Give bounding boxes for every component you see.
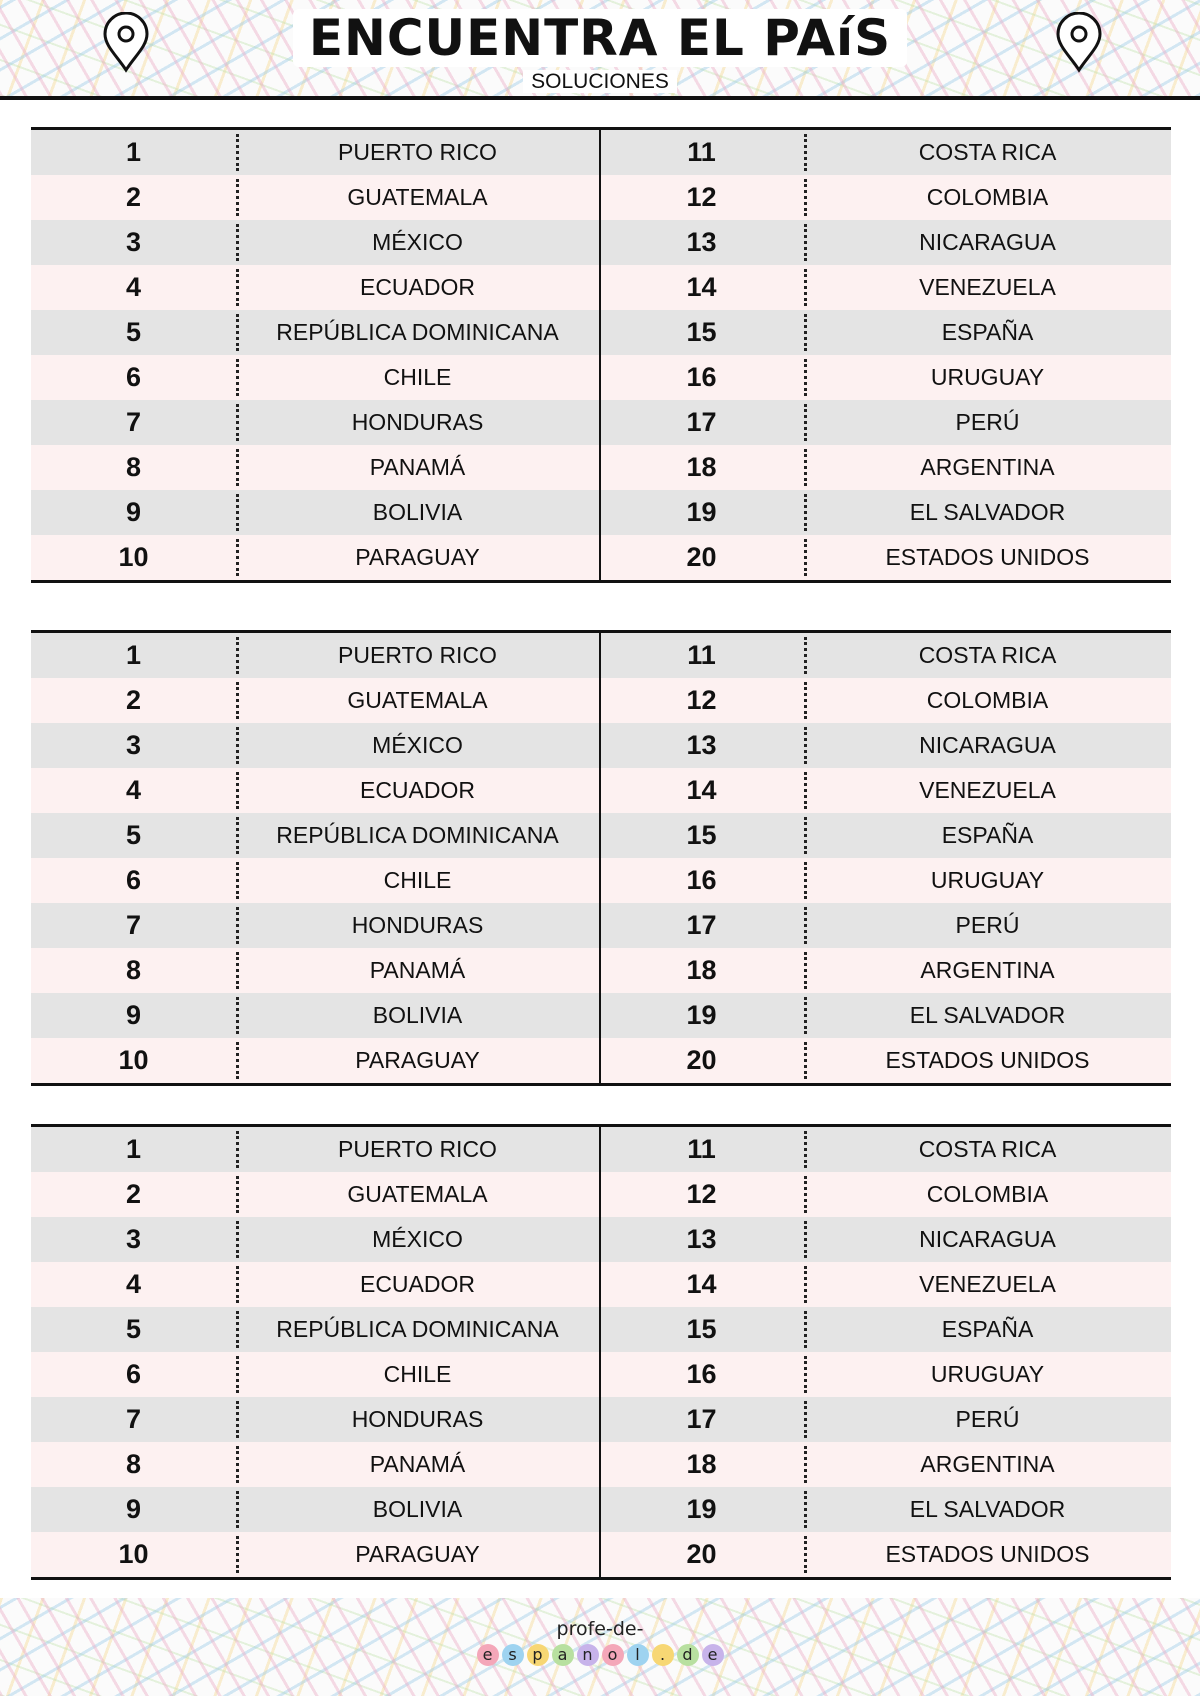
row-number: 16 xyxy=(686,362,717,392)
table-row xyxy=(31,768,1171,813)
row-number: 14 xyxy=(686,272,717,302)
brand-letter: e xyxy=(477,1644,499,1666)
table-row xyxy=(31,1262,1171,1307)
table-row xyxy=(31,220,1171,265)
solutions-table-2 xyxy=(31,630,1171,1086)
country-name: ESTADOS UNIDOS xyxy=(804,535,1171,580)
table-row xyxy=(31,265,1171,310)
country-name: BOLIVIA xyxy=(236,490,599,535)
row-number: 12 xyxy=(686,685,717,715)
brand-letter: d xyxy=(677,1644,699,1666)
brand-logo xyxy=(0,1618,1200,1666)
country-name: ESPAÑA xyxy=(804,1307,1171,1352)
row-number: 12 xyxy=(686,1179,717,1209)
country-name: COSTA RICA xyxy=(804,1127,1171,1172)
table-row xyxy=(31,445,1171,490)
country-name: ARGENTINA xyxy=(804,1442,1171,1487)
country-name: VENEZUELA xyxy=(804,1262,1171,1307)
table-row xyxy=(31,130,1171,175)
row-number: 20 xyxy=(686,1045,717,1075)
brand-letter: . xyxy=(652,1644,674,1666)
country-name: NICARAGUA xyxy=(804,1217,1171,1262)
table-row xyxy=(31,1307,1171,1352)
row-number: 17 xyxy=(686,1404,717,1434)
row-number: 17 xyxy=(686,407,717,437)
country-name: REPÚBLICA DOMINICANA xyxy=(236,813,599,858)
country-name: URUGUAY xyxy=(804,355,1171,400)
row-number: 11 xyxy=(687,137,716,167)
country-name: NICARAGUA xyxy=(804,220,1171,265)
row-number: 4 xyxy=(125,272,142,302)
country-name: GUATEMALA xyxy=(236,678,599,723)
row-number: 13 xyxy=(686,1224,717,1254)
table-row xyxy=(31,355,1171,400)
country-name: COLOMBIA xyxy=(804,678,1171,723)
row-number: 5 xyxy=(125,820,142,850)
table-row xyxy=(31,1127,1171,1172)
map-pin-icon xyxy=(99,12,153,74)
row-number: 20 xyxy=(686,542,717,572)
row-number: 15 xyxy=(686,317,717,347)
column-divider xyxy=(599,633,601,1083)
country-name: COLOMBIA xyxy=(804,175,1171,220)
row-number: 5 xyxy=(125,1314,142,1344)
solutions-table-3 xyxy=(31,1124,1171,1580)
country-name: PUERTO RICO xyxy=(236,1127,599,1172)
row-number: 12 xyxy=(686,182,717,212)
column-divider xyxy=(599,130,601,580)
table-row xyxy=(31,633,1171,678)
row-number: 19 xyxy=(686,1000,717,1030)
country-name: ECUADOR xyxy=(236,1262,599,1307)
country-name: GUATEMALA xyxy=(236,1172,599,1217)
row-number: 1 xyxy=(125,1134,142,1164)
table-row xyxy=(31,175,1171,220)
row-number: 6 xyxy=(125,865,142,895)
country-name: URUGUAY xyxy=(804,858,1171,903)
table-row xyxy=(31,310,1171,355)
row-number: 11 xyxy=(687,640,716,670)
row-number: 3 xyxy=(125,227,142,257)
country-name: HONDURAS xyxy=(236,903,599,948)
table-row xyxy=(31,903,1171,948)
country-name: ESPAÑA xyxy=(804,310,1171,355)
row-number: 8 xyxy=(125,1449,142,1479)
country-name: PANAMÁ xyxy=(236,948,599,993)
row-number: 5 xyxy=(125,317,142,347)
country-name: COSTA RICA xyxy=(804,633,1171,678)
row-number: 11 xyxy=(687,1134,716,1164)
header-banner xyxy=(0,0,1200,100)
country-name: HONDURAS xyxy=(236,400,599,445)
country-name: ESTADOS UNIDOS xyxy=(804,1038,1171,1083)
row-number: 7 xyxy=(125,407,142,437)
table-row xyxy=(31,948,1171,993)
map-pin-icon xyxy=(1052,12,1106,74)
row-number: 17 xyxy=(686,910,717,940)
row-number: 8 xyxy=(125,955,142,985)
country-name: EL SALVADOR xyxy=(804,993,1171,1038)
table-row xyxy=(31,723,1171,768)
row-number: 13 xyxy=(686,730,717,760)
country-name: REPÚBLICA DOMINICANA xyxy=(236,1307,599,1352)
row-number: 10 xyxy=(118,1045,149,1075)
table-row xyxy=(31,1172,1171,1217)
row-number: 2 xyxy=(125,182,142,212)
table-row xyxy=(31,1397,1171,1442)
row-number: 1 xyxy=(125,137,142,167)
country-name: REPÚBLICA DOMINICANA xyxy=(236,310,599,355)
row-number: 18 xyxy=(686,955,717,985)
brand-line2 xyxy=(477,1644,724,1666)
row-number: 10 xyxy=(118,1539,149,1569)
table-row xyxy=(31,1487,1171,1532)
brand-line1: profe-de- xyxy=(556,1618,644,1640)
brand-letter: n xyxy=(577,1644,599,1666)
country-name: GUATEMALA xyxy=(236,175,599,220)
row-number: 7 xyxy=(125,1404,142,1434)
row-number: 19 xyxy=(686,497,717,527)
brand-letter: l xyxy=(627,1644,649,1666)
brand-letter: a xyxy=(552,1644,574,1666)
table-row xyxy=(31,678,1171,723)
row-number: 9 xyxy=(125,497,142,527)
table-row xyxy=(31,858,1171,903)
table-row xyxy=(31,1442,1171,1487)
row-number: 2 xyxy=(125,685,142,715)
column-divider xyxy=(599,1127,601,1577)
table-row xyxy=(31,535,1171,580)
row-number: 13 xyxy=(686,227,717,257)
row-number: 16 xyxy=(686,1359,717,1389)
country-name: NICARAGUA xyxy=(804,723,1171,768)
brand-letter: s xyxy=(502,1644,524,1666)
country-name: PARAGUAY xyxy=(236,1038,599,1083)
row-number: 20 xyxy=(686,1539,717,1569)
row-number: 6 xyxy=(125,362,142,392)
table-row xyxy=(31,400,1171,445)
country-name: BOLIVIA xyxy=(236,993,599,1038)
country-name: PERÚ xyxy=(804,1397,1171,1442)
row-number: 4 xyxy=(125,775,142,805)
country-name: CHILE xyxy=(236,355,599,400)
row-number: 7 xyxy=(125,910,142,940)
table-row xyxy=(31,1532,1171,1577)
row-number: 8 xyxy=(125,452,142,482)
row-number: 9 xyxy=(125,1494,142,1524)
page-title: ENCUENTRA EL PAíS xyxy=(0,8,1200,68)
row-number: 2 xyxy=(125,1179,142,1209)
country-name: ECUADOR xyxy=(236,768,599,813)
row-number: 18 xyxy=(686,1449,717,1479)
row-number: 18 xyxy=(686,452,717,482)
row-number: 14 xyxy=(686,1269,717,1299)
country-name: PERÚ xyxy=(804,400,1171,445)
country-name: PANAMÁ xyxy=(236,445,599,490)
country-name: ESTADOS UNIDOS xyxy=(804,1532,1171,1577)
country-name: PUERTO RICO xyxy=(236,130,599,175)
country-name: VENEZUELA xyxy=(804,265,1171,310)
table-row xyxy=(31,1217,1171,1262)
country-name: EL SALVADOR xyxy=(804,1487,1171,1532)
country-name: PERÚ xyxy=(804,903,1171,948)
table-row xyxy=(31,1352,1171,1397)
country-name: CHILE xyxy=(236,858,599,903)
country-name: VENEZUELA xyxy=(804,768,1171,813)
country-name: PARAGUAY xyxy=(236,535,599,580)
row-number: 14 xyxy=(686,775,717,805)
country-name: PUERTO RICO xyxy=(236,633,599,678)
country-name: EL SALVADOR xyxy=(804,490,1171,535)
country-name: ESPAÑA xyxy=(804,813,1171,858)
row-number: 6 xyxy=(125,1359,142,1389)
row-number: 19 xyxy=(686,1494,717,1524)
brand-letter: e xyxy=(702,1644,724,1666)
row-number: 4 xyxy=(125,1269,142,1299)
country-name: URUGUAY xyxy=(804,1352,1171,1397)
country-name: MÉXICO xyxy=(236,220,599,265)
country-name: ARGENTINA xyxy=(804,445,1171,490)
page-subtitle: SOLUCIONES xyxy=(0,70,1200,94)
table-row xyxy=(31,993,1171,1038)
row-number: 10 xyxy=(118,542,149,572)
country-name: PARAGUAY xyxy=(236,1532,599,1577)
country-name: MÉXICO xyxy=(236,723,599,768)
table-row xyxy=(31,1038,1171,1083)
country-name: HONDURAS xyxy=(236,1397,599,1442)
table-row xyxy=(31,813,1171,858)
country-name: COLOMBIA xyxy=(804,1172,1171,1217)
country-name: BOLIVIA xyxy=(236,1487,599,1532)
row-number: 3 xyxy=(125,1224,142,1254)
country-name: PANAMÁ xyxy=(236,1442,599,1487)
country-name: MÉXICO xyxy=(236,1217,599,1262)
country-name: COSTA RICA xyxy=(804,130,1171,175)
row-number: 9 xyxy=(125,1000,142,1030)
row-number: 15 xyxy=(686,1314,717,1344)
country-name: CHILE xyxy=(236,1352,599,1397)
row-number: 3 xyxy=(125,730,142,760)
brand-letter: o xyxy=(602,1644,624,1666)
row-number: 1 xyxy=(125,640,142,670)
row-number: 16 xyxy=(686,865,717,895)
country-name: ECUADOR xyxy=(236,265,599,310)
row-number: 15 xyxy=(686,820,717,850)
solutions-table-1 xyxy=(31,127,1171,583)
country-name: ARGENTINA xyxy=(804,948,1171,993)
table-row xyxy=(31,490,1171,535)
brand-letter: p xyxy=(527,1644,549,1666)
